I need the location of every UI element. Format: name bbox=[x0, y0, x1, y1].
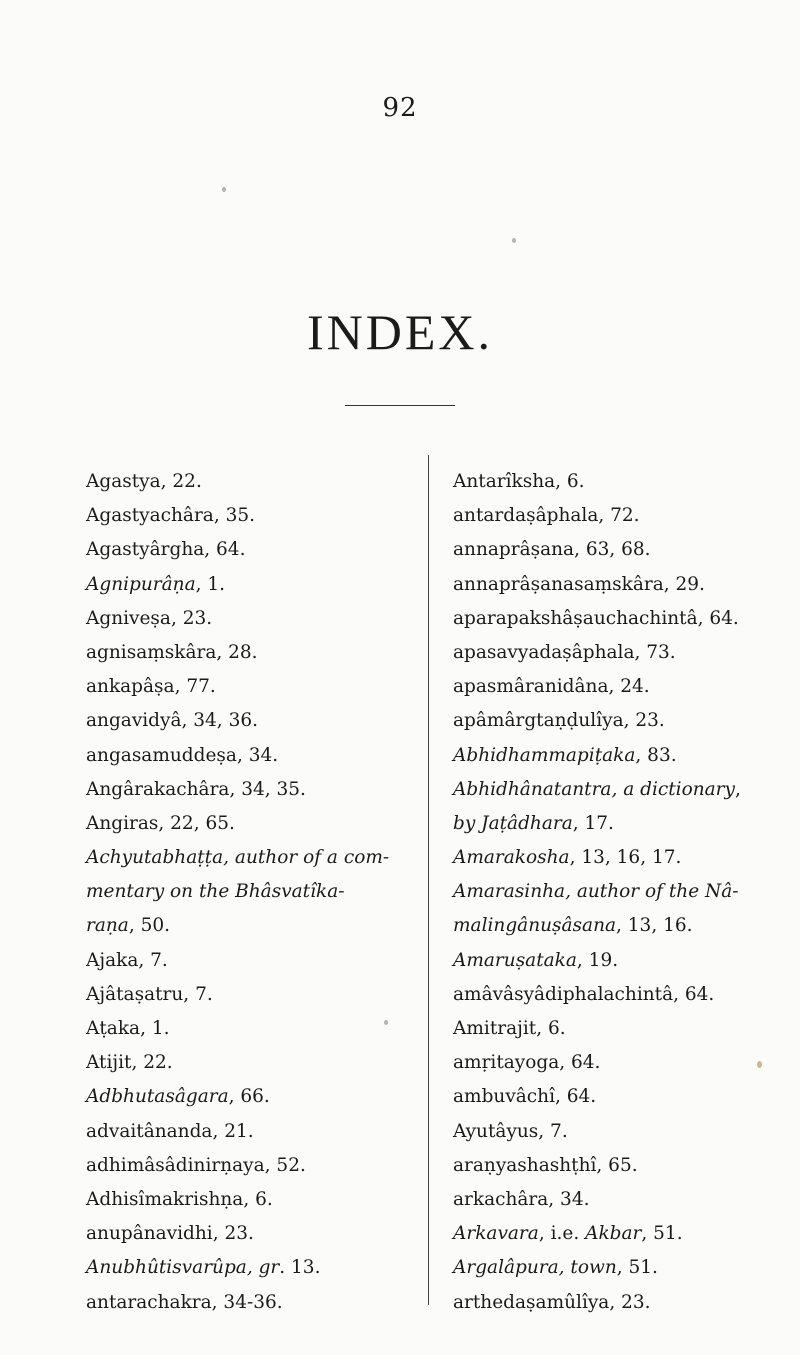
entry-text: Ajâtaṣatru, 7. bbox=[86, 983, 213, 1005]
entry-text: antardaṣâphala, 72. bbox=[453, 505, 640, 527]
entry-text: advaitânanda, 21. bbox=[86, 1120, 254, 1142]
entry-text: Agastya, 22. bbox=[86, 471, 202, 492]
entry-text-italic: Arkavara bbox=[453, 1223, 539, 1245]
index-entry bbox=[86, 1149, 426, 1183]
index-entry bbox=[86, 465, 426, 499]
index-entry bbox=[86, 944, 426, 978]
index-entry bbox=[453, 1149, 798, 1183]
index-entry-continuation bbox=[86, 909, 426, 943]
entry-text-italic: Argalâpura, town bbox=[453, 1257, 617, 1279]
index-column-left bbox=[86, 465, 426, 1320]
entry-text: apasmâranidâna, 24. bbox=[453, 676, 650, 698]
entry-text: agnisaṃskâra, 28. bbox=[86, 641, 258, 663]
page-number: 92 bbox=[382, 93, 418, 123]
entry-text: ankapâṣa, 77. bbox=[86, 676, 216, 698]
entry-text: annaprâṣanasaṃskâra, 29. bbox=[453, 573, 705, 595]
entry-text-italic: Achyutabhaṭṭa, author of a com- bbox=[86, 847, 390, 869]
index-entry bbox=[453, 841, 798, 875]
entry-text-italic: Akbar bbox=[585, 1223, 642, 1245]
entry-text: angavidyâ, 34, 36. bbox=[86, 710, 258, 732]
paper-speck bbox=[384, 1020, 388, 1025]
entry-text: araṇyashashṭhî, 65. bbox=[453, 1154, 638, 1176]
index-entry bbox=[453, 670, 798, 704]
entry-text-italic: Anubhûtisvarûpa, gr bbox=[86, 1257, 280, 1279]
entry-text-italic: Amarasinha, author of the Nâ- bbox=[453, 881, 739, 903]
entry-text: apasavyadaṣâphala, 73. bbox=[453, 641, 676, 663]
index-entry-continuation bbox=[453, 807, 798, 841]
entry-text-italic: malingânuṣâsana bbox=[453, 915, 617, 937]
index-entry bbox=[86, 568, 426, 602]
index-entry bbox=[453, 944, 798, 978]
entry-text: , bbox=[734, 778, 741, 800]
entry-text-italic: mentary on the Bhâsvatîka- bbox=[86, 881, 345, 903]
entry-text: aparapakshâṣauchachintâ, 64. bbox=[453, 607, 739, 629]
index-entry bbox=[453, 704, 798, 738]
index-entry bbox=[86, 841, 426, 875]
index-entry bbox=[86, 1251, 426, 1285]
entry-text: Ayutâyus, 7. bbox=[453, 1120, 568, 1142]
index-entry bbox=[86, 1286, 426, 1320]
entry-text-italic: Amarakosha bbox=[453, 847, 570, 869]
index-entry bbox=[453, 978, 798, 1012]
entry-text: Antarîksha, 6. bbox=[453, 471, 585, 492]
index-entry bbox=[453, 465, 798, 499]
index-entry bbox=[453, 602, 798, 636]
index-entry bbox=[86, 499, 426, 533]
entry-text: , 83. bbox=[635, 744, 677, 766]
entry-text: Agastyachâra, 35. bbox=[86, 505, 256, 527]
entry-text: annaprâṣana, 63, 68. bbox=[453, 539, 651, 561]
index-entry bbox=[86, 602, 426, 636]
index-entry bbox=[453, 1115, 798, 1149]
index-entry bbox=[86, 1046, 426, 1080]
index-entry bbox=[453, 1251, 798, 1285]
entry-text: Angârakachâra, 34, 35. bbox=[86, 778, 306, 800]
entry-text: , 19. bbox=[576, 949, 619, 971]
entry-text-italic: raṇa bbox=[86, 915, 129, 937]
entry-text: arkachâra, 34. bbox=[453, 1188, 590, 1210]
index-entry bbox=[453, 499, 798, 533]
paper-speck bbox=[512, 238, 516, 243]
entry-text: adhimâsâdinirṇaya, 52. bbox=[86, 1154, 306, 1176]
index-entry bbox=[453, 533, 798, 567]
index-entry bbox=[86, 1217, 426, 1251]
index-entry bbox=[86, 1115, 426, 1149]
entry-text: . 13. bbox=[279, 1257, 321, 1279]
entry-text: Amitrajit, 6. bbox=[453, 1018, 566, 1039]
entry-text: Adhisîmakrishṇa, 6. bbox=[86, 1188, 273, 1210]
entry-text: apâmârgtaṇḍulîya, 23. bbox=[453, 710, 665, 732]
index-entry bbox=[86, 807, 426, 841]
index-entry bbox=[453, 1183, 798, 1217]
entry-text-italic: Abhidhammapiṭaka bbox=[453, 744, 636, 766]
index-entry bbox=[453, 875, 798, 909]
entry-text: , 66. bbox=[228, 1086, 270, 1108]
index-entry bbox=[86, 533, 426, 567]
entry-text: antarachakra, 34-36. bbox=[86, 1291, 283, 1313]
index-entry bbox=[86, 1012, 426, 1046]
index-entry bbox=[453, 1046, 798, 1080]
index-entry bbox=[453, 773, 798, 807]
entry-text: , i.e. bbox=[538, 1223, 586, 1245]
index-entry-continuation bbox=[453, 909, 798, 943]
index-entry bbox=[453, 568, 798, 602]
entry-text: ambuvâchî, 64. bbox=[453, 1086, 597, 1108]
entry-text: Ajaka, 7. bbox=[86, 949, 168, 971]
index-entry bbox=[453, 1286, 798, 1320]
index-entry bbox=[86, 636, 426, 670]
entry-text: Agastyârgha, 64. bbox=[86, 539, 246, 561]
page-title: INDEX. bbox=[306, 304, 494, 360]
index-entry bbox=[453, 636, 798, 670]
index-entry bbox=[86, 670, 426, 704]
entry-text-italic: Amaruṣataka bbox=[453, 949, 577, 971]
index-entry bbox=[453, 1080, 798, 1114]
entry-text: angasamuddeṣa, 34. bbox=[86, 744, 279, 766]
index-entry-continuation bbox=[86, 875, 426, 909]
index-entry bbox=[86, 1183, 426, 1217]
index-entry bbox=[86, 704, 426, 738]
entry-text-italic: Abhidhânatantra, a dictionary bbox=[453, 778, 735, 800]
index-entry bbox=[86, 773, 426, 807]
entry-text: , 51. bbox=[641, 1223, 683, 1245]
index-entry bbox=[86, 739, 426, 773]
entry-text: , 13, 16. bbox=[616, 915, 693, 937]
entry-text: , 51. bbox=[616, 1257, 658, 1279]
entry-text: Atijit, 22. bbox=[86, 1052, 173, 1074]
entry-text: arthedaṣamûlîya, 23. bbox=[453, 1291, 651, 1313]
entry-text: , 17. bbox=[572, 812, 614, 834]
entry-text: , 13, 16, 17. bbox=[569, 847, 682, 869]
index-entry bbox=[86, 978, 426, 1012]
entry-text-italic: Adbhutasâgara bbox=[86, 1086, 229, 1108]
paper-speck bbox=[757, 1061, 762, 1068]
entry-text: anupânavidhi, 23. bbox=[86, 1223, 254, 1245]
index-entry bbox=[453, 1217, 798, 1251]
entry-text: Agniveṣa, 23. bbox=[86, 607, 213, 629]
entry-text: , 50. bbox=[128, 915, 171, 937]
index-column-right bbox=[453, 465, 798, 1320]
entry-text: Aṭaka, 1. bbox=[86, 1018, 170, 1039]
entry-text: , 1. bbox=[195, 573, 226, 595]
entry-text: amâvâsyâdiphalachintâ, 64. bbox=[453, 983, 715, 1005]
entry-text-italic: Agnipurâṇa bbox=[86, 573, 196, 595]
column-divider bbox=[428, 455, 429, 1305]
entry-text-italic: by Jaṭâdhara bbox=[453, 812, 573, 834]
title-rule bbox=[345, 405, 455, 406]
index-entry bbox=[453, 1012, 798, 1046]
index-entry bbox=[453, 739, 798, 773]
entry-text: Angiras, 22, 65. bbox=[86, 812, 235, 834]
index-entry bbox=[86, 1080, 426, 1114]
paper-speck bbox=[222, 187, 226, 192]
entry-text: amṛitayoga, 64. bbox=[453, 1052, 601, 1074]
